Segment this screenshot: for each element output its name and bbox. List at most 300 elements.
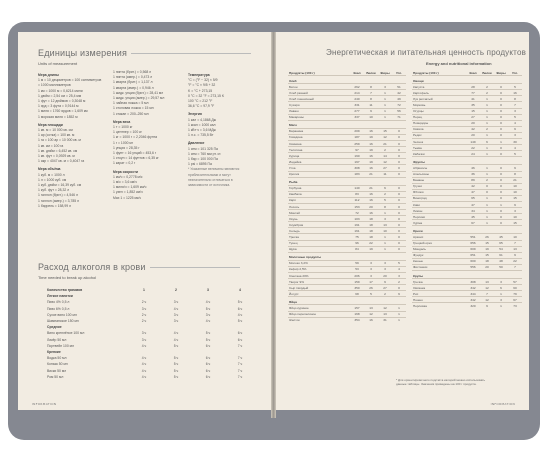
- nutrition-cell: Яйцо куриное: [288, 305, 350, 311]
- nutrition-cell: 1: [480, 96, 494, 102]
- nutrition-cell: 4: [392, 266, 406, 272]
- nutrition-cell: Утка: [288, 165, 350, 171]
- nutrition-cell: 1: [480, 171, 494, 177]
- nutrition-cell: 49: [392, 96, 406, 102]
- nutrition-cell: 5: [392, 260, 406, 266]
- nutrition-cell: 1: [378, 102, 392, 108]
- nutrition-cell: 1: [480, 195, 494, 201]
- alcohol-cell: 5 ч: [173, 374, 179, 379]
- alcohol-cell: 3 ч: [173, 319, 179, 324]
- nutrition-cell: 2: [480, 84, 494, 90]
- nutrition-cell: 75: [350, 234, 364, 240]
- nutrition-cell: Яблоки: [412, 189, 466, 195]
- nutrition-cell: 337: [350, 114, 364, 120]
- nutrition-cell: 54: [494, 246, 508, 252]
- unit-line: 1 стакан = 200–250 мл: [113, 111, 149, 116]
- nutrition-cell: 50: [494, 264, 508, 270]
- units-title: Единицы измерения: [38, 48, 128, 58]
- nutrition-cell: 21: [508, 177, 522, 183]
- nutrition-cell: 7: [508, 264, 522, 270]
- nutrition-header-cell: Жиры: [380, 70, 390, 75]
- nutrition-cell: 41: [466, 96, 480, 102]
- nutrition-cell: [466, 271, 480, 279]
- alcohol-table: [46, 287, 256, 380]
- nutrition-cell: 6: [378, 185, 392, 191]
- alcohol-cell: 5 ч: [205, 331, 211, 336]
- nutrition-cell: Молоко 3,2%: [288, 260, 350, 266]
- nutrition-cell: 12: [378, 134, 392, 140]
- nutrition-cell: Хлеб пшеничный: [288, 96, 350, 102]
- nutrition-cell: [364, 76, 378, 84]
- alcohol-cell: Ликёр 50 мл: [47, 337, 67, 342]
- alcohol-cell: Шампанское 150 мл: [47, 319, 79, 324]
- alcohol-cell: Пиво 6% 0,5 л: [47, 306, 70, 311]
- nutrition-cell: 18: [364, 222, 378, 228]
- unit-line: 1 атм = 760 мм рт. ст.: [188, 151, 222, 156]
- nutrition-cell: 609: [466, 246, 480, 252]
- nutrition-cell: 47: [466, 189, 480, 195]
- nutrition-cell: 13: [378, 222, 392, 228]
- nutrition-cell: Скумбрия: [288, 222, 350, 228]
- nutrition-cell: 17: [364, 279, 378, 285]
- nutrition-cell: 21: [378, 141, 392, 147]
- planner-cover: [8, 22, 540, 440]
- nutrition-cell: 0: [494, 145, 508, 151]
- nutrition-cell: 22: [466, 145, 480, 151]
- unit-line: 1 фунт = 16 унций = 453,6 г: [113, 151, 157, 156]
- unit-line: Мах 1 ≈ 1225 км/ч: [113, 195, 142, 200]
- nutrition-cell: 149: [466, 139, 480, 145]
- nutrition-cell: 35: [466, 102, 480, 108]
- nutrition-cell: 112: [350, 197, 364, 203]
- nutrition-cell: 16: [364, 191, 378, 197]
- nutrition-cell: 6: [480, 139, 494, 145]
- nutrition-cell: Окунь: [288, 216, 350, 222]
- nutrition-cell: 57: [508, 279, 522, 285]
- unit-line: °F = °C × 9/5 + 32: [188, 83, 216, 88]
- nutrition-cell: Сыр твёрдый: [288, 285, 350, 291]
- nutrition-cell: Творог 9%: [288, 279, 350, 285]
- left-footer: INFORMATION: [32, 402, 57, 406]
- nutrition-cell: Овсянка: [412, 285, 466, 291]
- alcohol-cell: Средние: [47, 325, 62, 330]
- nutrition-cell: 1: [480, 120, 494, 126]
- nutrition-cell: 161: [350, 228, 364, 234]
- nutrition-cell: 0: [480, 183, 494, 189]
- nutrition-cell: 26: [480, 234, 494, 240]
- unit-note-line: * Указанные величины являются: [188, 167, 240, 172]
- nutrition-cell: 0: [392, 141, 406, 147]
- alcohol-cell: 2 ч: [141, 312, 147, 317]
- nutrition-cell: Помидоры: [412, 120, 466, 126]
- nutrition-cell: 13: [508, 246, 522, 252]
- nutrition-cell: 0: [392, 197, 406, 203]
- nutrition-cell: Рыба: [288, 177, 350, 185]
- unit-line: 1 ккал = 1000 кал: [188, 122, 216, 127]
- nutrition-cell: Лук репчатый: [412, 96, 466, 102]
- nutrition-cell: 12: [378, 305, 392, 311]
- alcohol-cell: 4 ч: [141, 362, 147, 367]
- nutrition-cell: 3: [378, 216, 392, 222]
- nutrition-cell: Рис: [412, 291, 466, 297]
- alcohol-cell: 5 ч: [205, 306, 211, 311]
- alcohol-cell: 6 ч: [237, 331, 243, 336]
- nutrition-cell: 10: [508, 234, 522, 240]
- alcohol-cell: 3 ч: [141, 331, 147, 336]
- nutrition-table-1: [288, 70, 406, 323]
- nutrition-cell: 2: [392, 279, 406, 285]
- nutrition-cell: 5: [508, 84, 522, 90]
- nutrition-cell: 262: [350, 84, 364, 90]
- nutrition-cell: 344: [466, 291, 480, 297]
- nutrition-cell: [392, 177, 406, 185]
- nutrition-cell: 3: [494, 297, 508, 303]
- alcohol-cell: 6 ч: [237, 337, 243, 342]
- nutrition-cell: 19: [364, 159, 378, 165]
- unit-line: 1 морская миля = 1852 м: [38, 114, 78, 119]
- alcohol-cell: 5 ч: [173, 356, 179, 361]
- alcohol-cell: 5 ч: [173, 343, 179, 348]
- nutrition-cell: 51: [392, 84, 406, 90]
- nutrition-cell: 20: [466, 120, 480, 126]
- unit-group-heading: Мера площади: [38, 122, 63, 127]
- nutrition-cell: 15: [480, 252, 494, 258]
- unit-line: 1 дюйм = 2,54 см = 25,4 мм: [38, 93, 82, 98]
- alcohol-cell: Ром 50 мл: [47, 374, 64, 379]
- nutrition-cell: [480, 226, 494, 234]
- alcohol-row: [46, 374, 256, 380]
- nutrition-title: Энергетическая и питательная ценность продуктов: [326, 48, 527, 57]
- nutrition-cell: Яйца: [288, 297, 350, 305]
- nutrition-cell: 77: [466, 90, 480, 96]
- unit-line: 1 узел = 1,852 км/ч: [113, 190, 143, 195]
- alcohol-cell: Вино креплёное 100 мл: [47, 331, 85, 336]
- nutrition-cell: 0: [392, 165, 406, 171]
- nutrition-cell: 308: [350, 165, 364, 171]
- unit-line: 1 столовая ложка = 15 мл: [113, 106, 154, 111]
- nutrition-cell: Пшено: [412, 297, 466, 303]
- nutrition-cell: 83: [350, 191, 364, 197]
- left-page: [18, 32, 271, 418]
- nutrition-cell: 15: [378, 128, 392, 134]
- unit-line: 1 кварта (брит.) = 1,137 л: [113, 80, 153, 85]
- nutrition-cell: 15: [508, 220, 522, 226]
- nutrition-cell: 16: [364, 153, 378, 159]
- nutrition-cell: 0: [392, 216, 406, 222]
- title-rule: [150, 267, 240, 268]
- nutrition-cell: Гречка: [412, 279, 466, 285]
- nutrition-cell: 5: [364, 291, 378, 297]
- nutrition-cell: 27: [378, 285, 392, 291]
- units-column-3: [188, 70, 260, 188]
- nutrition-cell: 320: [466, 303, 480, 309]
- nutrition-cell: 4: [508, 145, 522, 151]
- unit-line: 1 куб. м = 1000 л: [38, 172, 65, 177]
- nutrition-cell: 30: [508, 139, 522, 145]
- nutrition-cell: 72: [350, 210, 364, 216]
- nutrition-cell: 5: [508, 151, 522, 157]
- alcohol-cell: Пиво 4% 0,5 л: [47, 300, 70, 305]
- nutrition-cell: Сухари: [288, 102, 350, 108]
- unit-line: 1 ярд = 3 фута = 0,9144 м: [38, 104, 79, 109]
- nutrition-group-row: [288, 252, 406, 260]
- nutrition-cell: Арахис: [412, 234, 466, 240]
- nutrition-cell: [364, 297, 378, 305]
- nutrition-cell: Перец: [412, 114, 466, 120]
- nutrition-group-row: [288, 76, 406, 84]
- nutrition-cell: [378, 297, 392, 305]
- nutrition-cell: 3: [392, 273, 406, 279]
- unit-line: 1 центнер = 100 кг: [113, 130, 142, 135]
- nutrition-cell: 3: [378, 266, 392, 272]
- nutrition-cell: 0: [494, 183, 508, 189]
- nutrition-cell: 21: [364, 185, 378, 191]
- nutrition-cell: 3: [494, 279, 508, 285]
- nutrition-cell: 0: [392, 159, 406, 165]
- nutrition-cell: 7: [480, 291, 494, 297]
- nutrition-cell: Индейка: [288, 159, 350, 165]
- unit-line: 1 бар = 100 000 Па: [188, 157, 218, 162]
- nutrition-cell: 190: [350, 153, 364, 159]
- unit-line: 1 акр = 4047 кв. м = 0,4047 га: [38, 159, 85, 164]
- nutrition-cell: 16: [364, 141, 378, 147]
- nutrition-cell: [350, 297, 364, 305]
- nutrition-cell: 1: [378, 108, 392, 114]
- unit-line: 1 миля/ч = 1,609 км/ч: [113, 185, 147, 190]
- nutrition-cell: [480, 271, 494, 279]
- nutrition-cell: 0: [494, 189, 508, 195]
- alcohol-cell: 5 ч: [173, 368, 179, 373]
- nutrition-cell: [350, 177, 364, 185]
- nutrition-cell: Крупы: [412, 271, 466, 279]
- nutrition-cell: 68: [350, 291, 364, 297]
- nutrition-cell: Карп: [288, 197, 350, 203]
- nutrition-cell: 240: [350, 96, 364, 102]
- unit-group-heading: Мера длины: [38, 73, 59, 77]
- nutrition-cell: 12: [480, 297, 494, 303]
- nutrition-cell: 1: [480, 114, 494, 120]
- nutrition-cell: 3: [364, 260, 378, 266]
- nutrition-cell: Перловка: [412, 303, 466, 309]
- alcohol-cell: 4 ч: [141, 368, 147, 373]
- unit-line: 1 унция = 28,35 г: [113, 145, 140, 150]
- nutrition-cell: 0: [494, 214, 508, 220]
- nutrition-cell: 9: [480, 303, 494, 309]
- nutrition-header-cell: Белки: [482, 70, 492, 75]
- note-line: данные таблицы. Значения приведены на 100 г продукта.: [396, 382, 477, 387]
- nutrition-cell: 1: [480, 201, 494, 207]
- nutrition-cell: 4: [508, 120, 522, 126]
- alcohol-cell: Коньяк 50 мл: [47, 362, 68, 367]
- nutrition-cell: 8: [364, 96, 378, 102]
- unit-line: 1 км/ч = 0,2778 м/с: [113, 174, 143, 179]
- nutrition-cell: [378, 120, 392, 128]
- nutrition-cell: 0: [392, 153, 406, 159]
- nutrition-cell: 61: [494, 252, 508, 258]
- nutrition-cell: 19: [364, 134, 378, 140]
- nutrition-cell: Бананы: [412, 177, 466, 183]
- nutrition-group-row: [412, 76, 522, 84]
- nutrition-cell: 0: [392, 222, 406, 228]
- nutrition-cell: 103: [350, 216, 364, 222]
- nutrition-cell: Мясо: [288, 120, 350, 128]
- nutrition-cell: Баранина: [288, 128, 350, 134]
- page-title: [326, 48, 526, 57]
- nutrition-cell: [494, 76, 508, 84]
- nutrition-cell: Картофель: [412, 90, 466, 96]
- nutrition-cell: 13: [480, 279, 494, 285]
- nutrition-cell: Огурцы: [412, 108, 466, 114]
- alcohol-cell: 7 ч: [237, 362, 243, 367]
- nutrition-cell: Свинина: [288, 141, 350, 147]
- nutrition-cell: 6: [494, 285, 508, 291]
- nutrition-cell: 191: [350, 222, 364, 228]
- nutrition-cell: [350, 120, 364, 128]
- nutrition-cell: Кролик: [288, 171, 350, 177]
- nutrition-cell: Телятина: [288, 147, 350, 153]
- nutrition-cell: 9: [508, 165, 522, 171]
- nutrition-cell: 14: [378, 153, 392, 159]
- nutrition-cell: [494, 157, 508, 165]
- nutrition-cell: Говядина: [288, 134, 350, 140]
- alcohol-cell: 4 ч: [205, 319, 211, 324]
- nutrition-cell: 56: [392, 108, 406, 114]
- nutrition-group-row: [288, 177, 406, 185]
- nutrition-cell: 1: [494, 291, 508, 297]
- nutrition-cell: Треска: [288, 234, 350, 240]
- nutrition-cell: 308: [466, 279, 480, 285]
- nutrition-cell: 16: [364, 197, 378, 203]
- nutrition-cell: 8: [364, 84, 378, 90]
- alcohol-cell: 6 ч: [205, 362, 211, 367]
- nutrition-cell: 18: [364, 216, 378, 222]
- nutrition-cell: 0: [494, 96, 508, 102]
- nutrition-cell: Сметана 20%: [288, 273, 350, 279]
- unit-line: 1 psi = 6895 Па: [188, 162, 212, 167]
- nutrition-cell: [392, 297, 406, 305]
- nutrition-cell: Груши: [412, 183, 466, 189]
- nutrition-cell: 1: [378, 90, 392, 96]
- nutrition-cell: Овощи: [412, 76, 466, 84]
- nutrition-cell: 42: [466, 126, 480, 132]
- nutrition-cell: 18: [480, 258, 494, 264]
- nutrition-cell: 0: [494, 126, 508, 132]
- nutrition-group-row: [412, 226, 522, 234]
- nutrition-cell: Фисташки: [412, 264, 466, 270]
- alcohol-cell: 6 ч: [205, 343, 211, 348]
- nutrition-cell: 11: [364, 102, 378, 108]
- nutrition-cell: 1: [378, 246, 392, 252]
- units-subtitle: Units of measurement: [38, 61, 78, 66]
- nutrition-cell: 1: [378, 96, 392, 102]
- nutrition-cell: 16: [364, 165, 378, 171]
- nutrition-cell: Миндаль: [412, 246, 466, 252]
- nutrition-cell: 16: [364, 317, 378, 323]
- alcohol-cell: 3 ч: [173, 312, 179, 317]
- nutrition-cell: 209: [350, 128, 364, 134]
- nutrition-header-cell: Ккал: [469, 70, 477, 75]
- nutrition-cell: 9: [508, 126, 522, 132]
- nutrition-group-row: [288, 297, 406, 305]
- unit-line: 1 г = 1000 мг: [113, 140, 133, 145]
- nutrition-cell: 1: [480, 151, 494, 157]
- unit-line: 1 чайная ложка = 5 мл: [113, 101, 149, 106]
- alcohol-cell: 4 ч: [237, 312, 243, 317]
- nutrition-cell: 15: [508, 195, 522, 201]
- alcohol-cell: 5 ч: [173, 362, 179, 367]
- nutrition-cell: Персики: [412, 214, 466, 220]
- nutrition-cell: Лаваш: [288, 108, 350, 114]
- nutrition-cell: 1: [378, 240, 392, 246]
- nutrition-cell: 59: [350, 260, 364, 266]
- unit-line: K = °C + 273,15: [188, 88, 213, 93]
- unit-line: 1 жидк. унция (амер.) = 29,57 мл: [113, 96, 165, 101]
- unit-line: 1 кг = 1000 г = 2,2046 фунта: [113, 135, 158, 140]
- nutrition-cell: [364, 120, 378, 128]
- nutrition-cell: 3: [364, 266, 378, 272]
- nutrition-cell: 27: [378, 165, 392, 171]
- nutrition-cell: 71: [392, 114, 406, 120]
- nutrition-cell: 157: [350, 305, 364, 311]
- nutrition-cell: 0: [494, 177, 508, 183]
- nutrition-cell: 0: [392, 203, 406, 209]
- alcohol-cell: 3 ч: [141, 306, 147, 311]
- nutrition-cell: 20: [364, 203, 378, 209]
- unit-line: 1 пинта (амер.) = 0,473 л: [113, 75, 153, 80]
- nutrition-cell: 9: [378, 279, 392, 285]
- nutrition-cell: 31: [378, 317, 392, 323]
- nutrition-cell: [508, 76, 522, 84]
- alcohol-cell: 7 ч: [237, 343, 243, 348]
- nutrition-cell: 0: [392, 147, 406, 153]
- page-title: [38, 48, 251, 58]
- nutrition-cell: [378, 76, 392, 84]
- unit-line: 1 га = 100 ар = 10 000 кв. м: [38, 138, 81, 143]
- nutrition-cell: 3: [508, 108, 522, 114]
- alcohol-header-cell: Количество граммов: [47, 288, 83, 293]
- right-footer-band: [276, 410, 529, 418]
- nutrition-cell: [364, 252, 378, 260]
- nutrition-cell: 22: [364, 240, 378, 246]
- alcohol-cell: 6 ч: [205, 374, 211, 379]
- nutrition-cell: [508, 271, 522, 279]
- nutrition-cell: Молочные продукты: [288, 252, 350, 260]
- unit-group-heading: Мера скорости: [113, 169, 138, 174]
- nutrition-cell: 18: [364, 228, 378, 234]
- nutrition-cell: 0: [494, 220, 508, 226]
- nutrition-cell: 89: [466, 177, 480, 183]
- nutrition-cell: 2: [480, 126, 494, 132]
- nutrition-cell: 1: [480, 220, 494, 226]
- nutrition-cell: 84: [350, 246, 364, 252]
- nutrition-cell: 354: [350, 317, 364, 323]
- nutrition-cell: 2: [378, 291, 392, 297]
- nutrition-cell: Редис: [412, 132, 466, 138]
- nutrition-cell: 7: [508, 240, 522, 246]
- alcohol-cell: 3 ч: [141, 337, 147, 342]
- nutrition-cell: Хлеб: [288, 76, 350, 84]
- unit-line: 0 °C = 32 °F = 273,15 K: [188, 93, 225, 98]
- nutrition-cell: 19: [364, 246, 378, 252]
- nutrition-cell: [378, 177, 392, 185]
- nutrition-cell: 0: [392, 128, 406, 134]
- nutrition-cell: 2: [480, 177, 494, 183]
- nutrition-cell: Камбала: [288, 191, 350, 197]
- unit-group-heading: Энергия: [188, 112, 202, 117]
- right-footer: INFORMATION: [490, 402, 515, 406]
- nutrition-cell: 22: [508, 258, 522, 264]
- nutrition-cell: 79: [508, 291, 522, 297]
